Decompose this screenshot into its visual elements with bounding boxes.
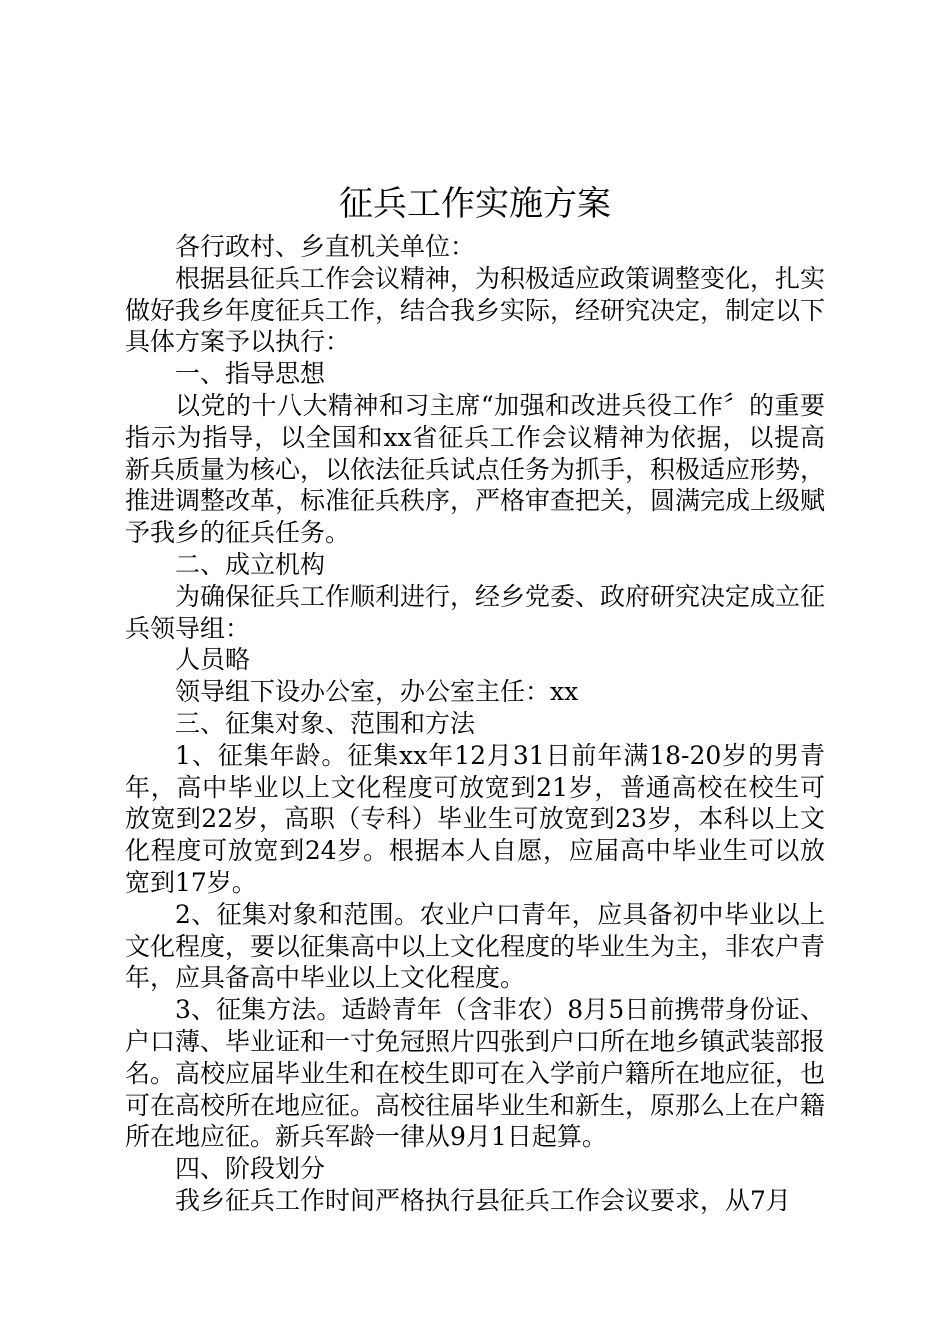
section-heading-phases: 四、阶段划分	[175, 1154, 326, 1184]
section-heading-recruitment: 三、征集对象、范围和方法	[175, 708, 476, 738]
recruitment-item-age: 1、征集年龄。征集xx年12月31日前年满18-20岁的男青年，高中毕业以上文化程度可放宽到21岁，普通高校在校生可放宽到22岁，高职（专科）毕业生可放宽到23岁，本科以上文化程度可放宽到24岁。根据本人自愿，应届高中毕业生可以放宽到17岁。	[125, 740, 825, 897]
section-paragraph-guiding-ideology: 以党的十八大精神和习主席“加强和改进兵役工作〞的重要指示为指导，以全国和xx省征兵工作会议精神为依据，以提高新兵质量为核心，以依法征兵试点任务为抓手，积极适应形势，推进调整改革，标准征兵秩序，严格审查把关，圆满完成上级赋予我乡的征兵任务。	[125, 390, 826, 548]
section-paragraph-phases: 我乡征兵工作时间严格执行县征兵工作会议要求，从7月	[175, 1185, 791, 1215]
salutation: 各行政村、乡直机关单位：	[175, 232, 476, 261]
section-heading-organization: 二、成立机构	[175, 549, 326, 579]
intro-paragraph: 根据县征兵工作会议精神，为积极适应政策调整变化，扎实做好我乡年度征兵工作，结合我乡实际，经研究决定，制定以下具体方案予以执行：	[125, 263, 826, 357]
members-line: 人员略	[175, 645, 251, 675]
recruitment-item-method: 3、征集方法。适龄青年（含非农）8月5日前携带身份证、户口薄、毕业证和一寸免冠照片四张到户口所在地乡镇武装部报名。高校应届毕业生和在校生即可在入学前户籍所在地应征，也可在高校所在地应征。高校往届毕业生和新生，原那么上在户籍所在地应征。新兵军龄一律从9月1日起算。	[125, 995, 826, 1152]
section-heading-guiding-ideology: 一、指导思想	[175, 359, 326, 389]
document-body	[125, 231, 825, 1217]
document-title: 征兵工作实施方案	[339, 184, 611, 224]
office-line: 领导组下设办公室，办公室主任：xx	[175, 677, 579, 707]
recruitment-item-scope: 2、征集对象和范围。农业户口青年，应具备初中毕业以上文化程度，要以征集高中以上文化程度的毕业生为主，非农户青年，应具备高中毕业以上文化程度。	[125, 899, 826, 993]
section-paragraph-organization: 为确保征兵工作顺利进行，经乡党委、政府研究决定成立征兵领导组：	[125, 581, 826, 643]
